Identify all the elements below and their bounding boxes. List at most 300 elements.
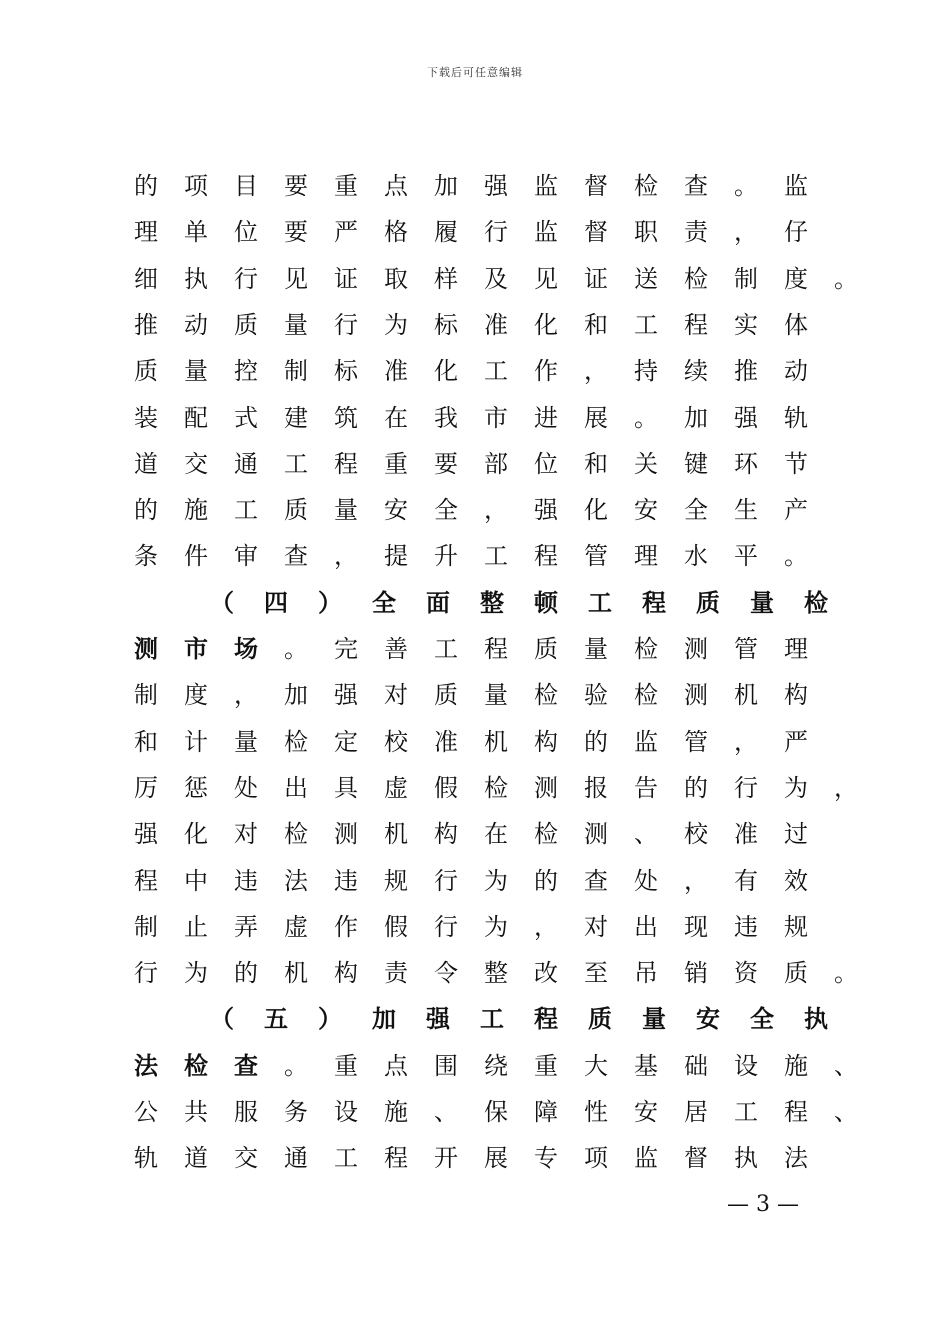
character: 出 bbox=[284, 774, 308, 802]
character: 市 bbox=[484, 404, 508, 432]
character: 务 bbox=[284, 1098, 308, 1126]
character: 量 bbox=[334, 496, 358, 524]
character: 督 bbox=[684, 1144, 708, 1172]
character: 严 bbox=[334, 218, 358, 246]
character: 定 bbox=[334, 728, 358, 756]
character: 惩 bbox=[184, 774, 208, 802]
character: 动 bbox=[184, 311, 208, 339]
character: 重 bbox=[334, 172, 358, 200]
character: 规 bbox=[784, 913, 808, 941]
character: 。 bbox=[284, 635, 308, 663]
character: 整 bbox=[484, 959, 508, 987]
character: 专 bbox=[534, 1144, 558, 1172]
character: 行 bbox=[484, 218, 508, 246]
character: 。 bbox=[634, 404, 658, 432]
character: 行 bbox=[134, 959, 158, 987]
character: 。 bbox=[284, 1052, 308, 1080]
character: 职 bbox=[634, 218, 658, 246]
character: 加 bbox=[372, 1004, 396, 1033]
character: 、 bbox=[834, 1098, 858, 1126]
character: 效 bbox=[784, 867, 808, 895]
character: 监 bbox=[784, 172, 808, 200]
character: 质 bbox=[234, 311, 258, 339]
character: ） bbox=[318, 588, 342, 617]
character: 法 bbox=[134, 1051, 158, 1080]
character: 通 bbox=[234, 450, 258, 478]
character: 程 bbox=[534, 1004, 558, 1033]
character: 的 bbox=[134, 172, 158, 200]
character: 检 bbox=[804, 588, 828, 617]
character: ， bbox=[734, 218, 758, 246]
character: 细 bbox=[134, 265, 158, 293]
character: 对 bbox=[584, 913, 608, 941]
character: 程 bbox=[784, 1098, 808, 1126]
character: 构 bbox=[334, 959, 358, 987]
character: 位 bbox=[234, 218, 258, 246]
character: 全 bbox=[434, 496, 458, 524]
character: 监 bbox=[534, 172, 558, 200]
character: 和 bbox=[584, 311, 608, 339]
character: 进 bbox=[534, 404, 558, 432]
character: 检 bbox=[534, 820, 558, 848]
character: 化 bbox=[184, 820, 208, 848]
character: 质 bbox=[588, 1004, 612, 1033]
character: 重 bbox=[384, 450, 408, 478]
character: 障 bbox=[534, 1098, 558, 1126]
character: 强 bbox=[484, 172, 508, 200]
character: 假 bbox=[384, 913, 408, 941]
character: 测 bbox=[584, 820, 608, 848]
character: 仔 bbox=[784, 218, 808, 246]
character: 制 bbox=[134, 681, 158, 709]
character: 量 bbox=[284, 311, 308, 339]
character: 度 bbox=[784, 265, 808, 293]
character: 行 bbox=[434, 913, 458, 941]
character: 测 bbox=[134, 634, 158, 663]
character: 程 bbox=[384, 1144, 408, 1172]
character: 我 bbox=[434, 404, 458, 432]
character: 查 bbox=[234, 1051, 258, 1080]
character: 处 bbox=[234, 774, 258, 802]
character: 的 bbox=[234, 959, 258, 987]
character: 吊 bbox=[634, 959, 658, 987]
character: 点 bbox=[384, 1052, 408, 1080]
character: 顿 bbox=[534, 588, 558, 617]
character: 的 bbox=[584, 728, 608, 756]
character: 过 bbox=[784, 820, 808, 848]
character: 安 bbox=[696, 1004, 720, 1033]
character: 安 bbox=[634, 1098, 658, 1126]
character: 在 bbox=[384, 404, 408, 432]
character: 作 bbox=[334, 913, 358, 941]
character: 假 bbox=[434, 774, 458, 802]
character: 、 bbox=[434, 1098, 458, 1126]
character: 居 bbox=[684, 1098, 708, 1126]
character: 重 bbox=[334, 1052, 358, 1080]
character: 查 bbox=[684, 172, 708, 200]
character: 强 bbox=[426, 1004, 450, 1033]
character: 目 bbox=[234, 172, 258, 200]
character: 安 bbox=[634, 496, 658, 524]
character: 构 bbox=[784, 681, 808, 709]
character: 筑 bbox=[334, 404, 358, 432]
character: 测 bbox=[334, 820, 358, 848]
character: 责 bbox=[384, 959, 408, 987]
character: 服 bbox=[234, 1098, 258, 1126]
character: 生 bbox=[734, 496, 758, 524]
character: 机 bbox=[484, 728, 508, 756]
character: 整 bbox=[480, 588, 504, 617]
character: 全 bbox=[372, 588, 396, 617]
character: 法 bbox=[284, 867, 308, 895]
character: 查 bbox=[284, 542, 308, 570]
character: 四 bbox=[264, 588, 288, 617]
character: 程 bbox=[534, 542, 558, 570]
character: 要 bbox=[284, 218, 308, 246]
character: 准 bbox=[434, 728, 458, 756]
character: 行 bbox=[334, 311, 358, 339]
character: 。 bbox=[784, 542, 808, 570]
character: 件 bbox=[184, 542, 208, 570]
character: 强 bbox=[534, 496, 558, 524]
character: ， bbox=[834, 774, 858, 802]
character: 监 bbox=[534, 218, 558, 246]
character: 计 bbox=[184, 728, 208, 756]
character: 行 bbox=[434, 867, 458, 895]
character: 键 bbox=[684, 450, 708, 478]
character: 检 bbox=[634, 635, 658, 663]
character: 审 bbox=[234, 542, 258, 570]
character: 作 bbox=[534, 357, 558, 385]
character: 检 bbox=[284, 728, 308, 756]
character: 校 bbox=[684, 820, 708, 848]
character: 制 bbox=[734, 265, 758, 293]
character: ， bbox=[534, 913, 558, 941]
character: 化 bbox=[534, 311, 558, 339]
character: 关 bbox=[634, 450, 658, 478]
character: 检 bbox=[634, 681, 658, 709]
character: ， bbox=[684, 867, 708, 895]
character: 送 bbox=[634, 265, 658, 293]
character: 证 bbox=[334, 265, 358, 293]
character: 全 bbox=[750, 1004, 774, 1033]
character: 中 bbox=[184, 867, 208, 895]
character: 构 bbox=[434, 820, 458, 848]
character: 施 bbox=[184, 496, 208, 524]
character: 、 bbox=[834, 1052, 858, 1080]
character: 。 bbox=[834, 265, 858, 293]
character: 具 bbox=[334, 774, 358, 802]
character: 场 bbox=[234, 634, 258, 663]
character: 施 bbox=[784, 1052, 808, 1080]
character: 通 bbox=[284, 1144, 308, 1172]
character: 标 bbox=[334, 357, 358, 385]
character: 推 bbox=[734, 357, 758, 385]
character: 取 bbox=[384, 265, 408, 293]
character: 报 bbox=[584, 774, 608, 802]
character: 质 bbox=[434, 681, 458, 709]
character: 见 bbox=[534, 265, 558, 293]
character: 违 bbox=[234, 867, 258, 895]
character: 管 bbox=[584, 542, 608, 570]
character: 理 bbox=[784, 635, 808, 663]
character: 平 bbox=[734, 542, 758, 570]
character: 点 bbox=[384, 172, 408, 200]
character: 格 bbox=[384, 218, 408, 246]
character: 检 bbox=[684, 265, 708, 293]
character: 加 bbox=[434, 172, 458, 200]
character: 市 bbox=[184, 634, 208, 663]
character: 行 bbox=[734, 774, 758, 802]
character: 为 bbox=[784, 774, 808, 802]
character: 持 bbox=[634, 357, 658, 385]
character: 程 bbox=[134, 867, 158, 895]
character: 履 bbox=[434, 218, 458, 246]
character: 为 bbox=[484, 867, 508, 895]
character: ， bbox=[584, 357, 608, 385]
character: 执 bbox=[804, 1004, 828, 1033]
character: 量 bbox=[750, 588, 774, 617]
character: 程 bbox=[642, 588, 666, 617]
character: 单 bbox=[184, 218, 208, 246]
character: 弄 bbox=[234, 913, 258, 941]
character: 样 bbox=[434, 265, 458, 293]
character: 工 bbox=[484, 357, 508, 385]
character: 检 bbox=[634, 172, 658, 200]
character: 为 bbox=[184, 959, 208, 987]
page-header: 下载后可任意编辑 bbox=[427, 66, 523, 79]
character: 的 bbox=[684, 774, 708, 802]
character: 销 bbox=[684, 959, 708, 987]
character: 节 bbox=[784, 450, 808, 478]
page-number: — 3 — bbox=[727, 1192, 799, 1217]
character: 工 bbox=[284, 450, 308, 478]
character: 验 bbox=[584, 681, 608, 709]
character: 执 bbox=[734, 1144, 758, 1172]
character: 绕 bbox=[484, 1052, 508, 1080]
character: 及 bbox=[484, 265, 508, 293]
character: 厉 bbox=[134, 774, 158, 802]
character: 部 bbox=[484, 450, 508, 478]
character: 法 bbox=[784, 1144, 808, 1172]
character: 资 bbox=[734, 959, 758, 987]
character: 严 bbox=[784, 728, 808, 756]
character: 位 bbox=[534, 450, 558, 478]
character: 安 bbox=[384, 496, 408, 524]
character: 交 bbox=[184, 450, 208, 478]
character: 虚 bbox=[384, 774, 408, 802]
character: 量 bbox=[184, 357, 208, 385]
character: 检 bbox=[484, 774, 508, 802]
character: 完 bbox=[334, 635, 358, 663]
character: 量 bbox=[484, 681, 508, 709]
character: 测 bbox=[684, 635, 708, 663]
character: 管 bbox=[684, 728, 708, 756]
character: 管 bbox=[734, 635, 758, 663]
character: 项 bbox=[184, 172, 208, 200]
character: 展 bbox=[584, 404, 608, 432]
character: 工 bbox=[588, 588, 612, 617]
character: 化 bbox=[434, 357, 458, 385]
character: 五 bbox=[264, 1004, 288, 1033]
character: 建 bbox=[284, 404, 308, 432]
character: 善 bbox=[384, 635, 408, 663]
character: 保 bbox=[484, 1098, 508, 1126]
character: 虚 bbox=[284, 913, 308, 941]
character: 道 bbox=[134, 450, 158, 478]
character: 强 bbox=[334, 681, 358, 709]
character: 证 bbox=[584, 265, 608, 293]
character: 机 bbox=[734, 681, 758, 709]
character: 行 bbox=[234, 265, 258, 293]
character: 测 bbox=[684, 681, 708, 709]
character: 违 bbox=[334, 867, 358, 895]
character: 化 bbox=[584, 496, 608, 524]
character: 度 bbox=[184, 681, 208, 709]
character: 体 bbox=[784, 311, 808, 339]
character: 基 bbox=[634, 1052, 658, 1080]
character: ， bbox=[484, 496, 508, 524]
character: 设 bbox=[334, 1098, 358, 1126]
character: 围 bbox=[434, 1052, 458, 1080]
character: 重 bbox=[534, 1052, 558, 1080]
character: 检 bbox=[284, 820, 308, 848]
character: 对 bbox=[384, 681, 408, 709]
character: 工 bbox=[734, 1098, 758, 1126]
character: 续 bbox=[684, 357, 708, 385]
character: 为 bbox=[384, 311, 408, 339]
character: 校 bbox=[384, 728, 408, 756]
character: 有 bbox=[734, 867, 758, 895]
character: 要 bbox=[284, 172, 308, 200]
character: （ bbox=[210, 1004, 234, 1033]
character: ） bbox=[318, 1004, 342, 1033]
character: ， bbox=[234, 681, 258, 709]
character: 交 bbox=[234, 1144, 258, 1172]
character: 违 bbox=[734, 913, 758, 941]
character: 质 bbox=[284, 496, 308, 524]
character: 程 bbox=[484, 635, 508, 663]
character: 式 bbox=[234, 404, 258, 432]
character: 。 bbox=[734, 172, 758, 200]
character: 至 bbox=[584, 959, 608, 987]
character: 推 bbox=[134, 311, 158, 339]
character: 环 bbox=[734, 450, 758, 478]
character: 准 bbox=[734, 820, 758, 848]
character: 督 bbox=[584, 172, 608, 200]
character: 面 bbox=[426, 588, 450, 617]
character: 机 bbox=[384, 820, 408, 848]
character: 控 bbox=[234, 357, 258, 385]
character: 构 bbox=[534, 728, 558, 756]
character: 共 bbox=[184, 1098, 208, 1126]
character: 现 bbox=[684, 913, 708, 941]
character: 开 bbox=[434, 1144, 458, 1172]
character: 工 bbox=[434, 635, 458, 663]
character: 和 bbox=[134, 728, 158, 756]
character: 查 bbox=[584, 867, 608, 895]
character: 轨 bbox=[784, 404, 808, 432]
character: 和 bbox=[584, 450, 608, 478]
character: 配 bbox=[184, 404, 208, 432]
character: 准 bbox=[484, 311, 508, 339]
character: 准 bbox=[384, 357, 408, 385]
character: 监 bbox=[634, 1144, 658, 1172]
character: 施 bbox=[384, 1098, 408, 1126]
character: 轨 bbox=[134, 1144, 158, 1172]
character: 量 bbox=[584, 635, 608, 663]
character: 强 bbox=[734, 404, 758, 432]
character: 工 bbox=[234, 496, 258, 524]
character: 工 bbox=[480, 1004, 504, 1033]
character: 告 bbox=[634, 774, 658, 802]
character: 提 bbox=[384, 542, 408, 570]
character: 全 bbox=[684, 496, 708, 524]
character: 工 bbox=[484, 542, 508, 570]
character: 项 bbox=[584, 1144, 608, 1172]
character: （ bbox=[210, 588, 234, 617]
character: 机 bbox=[284, 959, 308, 987]
character: 道 bbox=[184, 1144, 208, 1172]
character: 装 bbox=[134, 404, 158, 432]
character: 质 bbox=[534, 635, 558, 663]
character: 规 bbox=[384, 867, 408, 895]
character: 止 bbox=[184, 913, 208, 941]
character: 水 bbox=[684, 542, 708, 570]
character: 令 bbox=[434, 959, 458, 987]
character: 检 bbox=[184, 1051, 208, 1080]
character: 条 bbox=[134, 542, 158, 570]
character: 测 bbox=[534, 774, 558, 802]
character: 理 bbox=[134, 218, 158, 246]
character: 动 bbox=[784, 357, 808, 385]
character: 执 bbox=[184, 265, 208, 293]
character: 加 bbox=[684, 404, 708, 432]
character: 。 bbox=[834, 959, 858, 987]
character: 责 bbox=[684, 218, 708, 246]
character: 质 bbox=[134, 357, 158, 385]
character: 础 bbox=[684, 1052, 708, 1080]
character: 程 bbox=[684, 311, 708, 339]
character: 改 bbox=[534, 959, 558, 987]
character: 加 bbox=[284, 681, 308, 709]
character: 检 bbox=[534, 681, 558, 709]
character: ， bbox=[334, 542, 358, 570]
character: 为 bbox=[484, 913, 508, 941]
character: 对 bbox=[234, 820, 258, 848]
character: 设 bbox=[734, 1052, 758, 1080]
character: 标 bbox=[434, 311, 458, 339]
character: 量 bbox=[642, 1004, 666, 1033]
character: 出 bbox=[634, 913, 658, 941]
character: 性 bbox=[584, 1098, 608, 1126]
character: 量 bbox=[234, 728, 258, 756]
character: 质 bbox=[784, 959, 808, 987]
character: 在 bbox=[484, 820, 508, 848]
character: 监 bbox=[634, 728, 658, 756]
character: 处 bbox=[634, 867, 658, 895]
character: 制 bbox=[284, 357, 308, 385]
character: 强 bbox=[134, 820, 158, 848]
character: 质 bbox=[696, 588, 720, 617]
character: 实 bbox=[734, 311, 758, 339]
character: 工 bbox=[634, 311, 658, 339]
character: 大 bbox=[584, 1052, 608, 1080]
character: 见 bbox=[284, 265, 308, 293]
character: 升 bbox=[434, 542, 458, 570]
character: 工 bbox=[334, 1144, 358, 1172]
character: 产 bbox=[784, 496, 808, 524]
